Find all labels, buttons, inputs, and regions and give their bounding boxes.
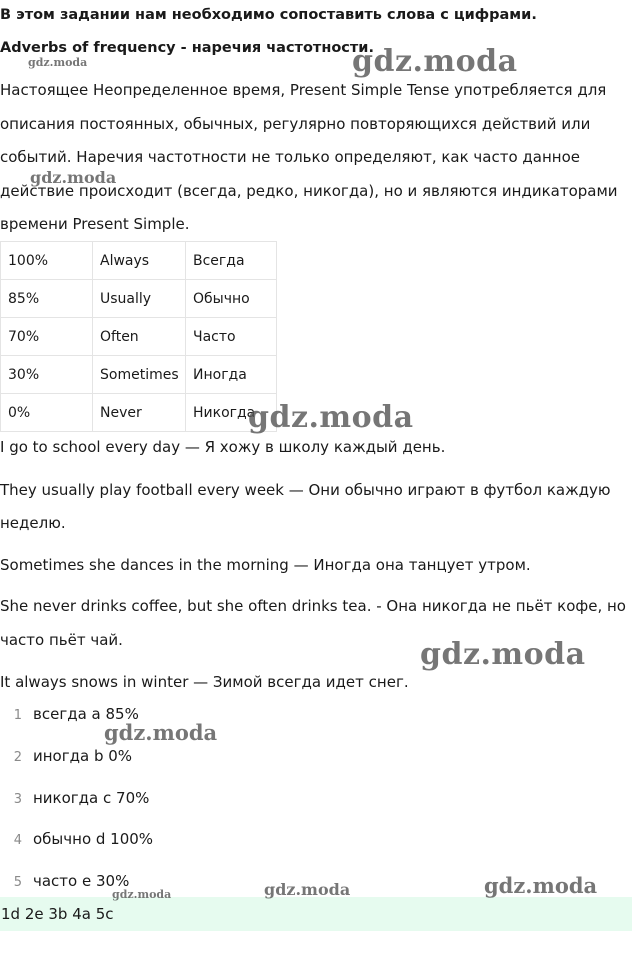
section-heading: Adverbs of frequency - наречия частотности. [0,40,374,56]
list-item [0,747,132,765]
percent-cell: 100% [1,242,93,280]
watermark: gdz.moda [104,720,218,745]
frequency-table [0,241,277,432]
example-sentence: неделю. [0,514,66,532]
list-text: иногда b 0% [33,747,133,765]
watermark: gdz.moda [28,56,88,69]
example-sentence: She never drinks coffee, but she often drinks tea. - Она никогда не пьёт кофе, но [0,597,626,615]
percent-cell: 85% [1,280,93,318]
adverb-cell: Usually [93,280,186,318]
list-number: 5 [13,875,22,890]
list-number: 1 [13,708,22,723]
translation-cell: Никогда [186,394,277,432]
example-sentence: Sometimes she dances in the morning — Иногда она танцует утром. [0,556,531,574]
paragraph-line: Настоящее Неопределенное время, Present Simple Tense употребляется для [0,81,607,99]
watermark: gdz.moda [264,880,351,899]
watermark: gdz.moda [248,400,414,435]
adverb-cell: Never [93,394,186,432]
table-row [1,318,277,356]
answer-text: 1d 2e 3b 4a 5c [1,905,114,923]
watermark: gdz.moda [484,873,598,898]
list-text: часто e 30% [33,872,130,890]
list-item [0,705,139,723]
answer-box [0,897,632,931]
table-row [1,242,277,280]
list-text: всегда a 85% [33,705,139,723]
paragraph-line: описания постоянных, обычных, регулярно повторяющихся действий или [0,115,591,133]
example-sentence: It always snows in winter — Зимой всегда идет снег. [0,673,409,691]
example-sentence: часто пьёт чай. [0,631,123,649]
adverb-cell: Often [93,318,186,356]
paragraph-line: действие происходит (всегда, редко, никогда), но и являются индикаторами [0,182,618,200]
watermark: gdz.moda [420,637,586,672]
translation-cell: Часто [186,318,277,356]
example-sentence: I go to school every day — Я хожу в школу каждый день. [0,438,446,456]
table-row [1,280,277,318]
list-number: 3 [13,792,22,807]
translation-cell: Иногда [186,356,277,394]
percent-cell: 30% [1,356,93,394]
list-item [0,789,149,807]
list-text: обычно d 100% [33,830,154,848]
percent-cell: 0% [1,394,93,432]
list-number: 2 [13,750,22,765]
table-row [1,394,277,432]
table-row [1,356,277,394]
list-item [0,872,129,890]
example-sentence: They usually play football every week — Они обычно играют в футбол каждую [0,481,611,499]
translation-cell: Всегда [186,242,277,280]
translation-cell: Обычно [186,280,277,318]
list-item [0,830,153,848]
paragraph-line: времени Present Simple. [0,215,190,233]
adverb-cell: Sometimes [93,356,186,394]
adverb-cell: Always [93,242,186,280]
watermark: gdz.moda [30,168,117,187]
watermark: gdz.moda [352,44,518,79]
list-number: 4 [13,833,22,848]
watermark: gdz.moda [112,888,172,901]
paragraph-line: событий. Наречия частотности не только определяют, как часто данное [0,148,580,166]
list-text: никогда c 70% [33,789,150,807]
intro-text: В этом задании нам необходимо сопоставить слова с цифрами. [0,7,537,23]
percent-cell: 70% [1,318,93,356]
